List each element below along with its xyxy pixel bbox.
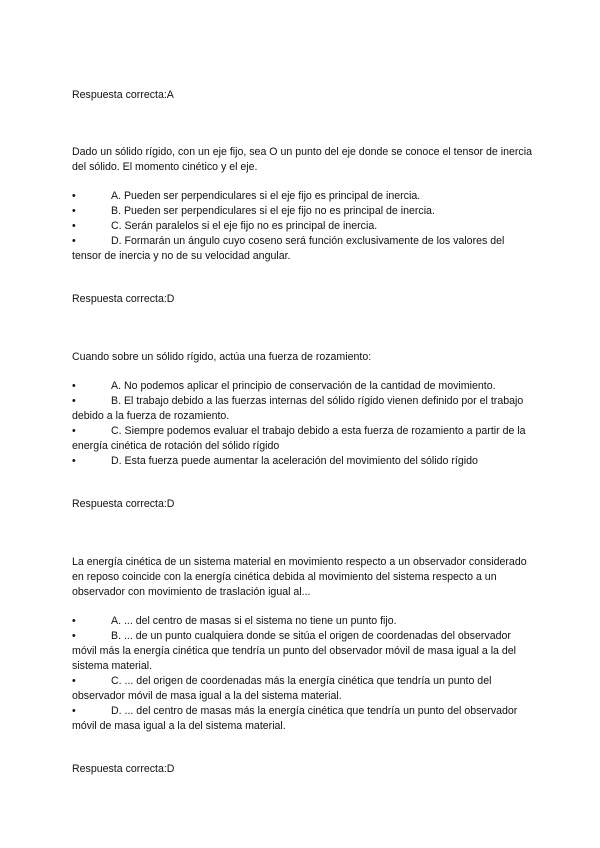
option-text: B. Pueden ser perpendiculares si el eje fijo no es principal de inercia. <box>111 205 435 217</box>
bullet-icon: • <box>72 630 76 642</box>
option-text: B. El trabajo debido a las fuerzas internas del sólido rígido vienen definido por el trabajo debido a la fuerza de rozamiento. <box>72 395 524 422</box>
answer-line: Respuesta correcta:D <box>72 498 175 510</box>
option-text: A. ... del centro de masas si el sistema no tiene un punto fijo. <box>111 615 397 627</box>
bullet-icon: • <box>72 455 76 467</box>
bullet-icon: • <box>72 380 76 392</box>
bullet-icon: • <box>72 615 76 627</box>
option-item <box>72 454 532 469</box>
answer-line: Respuesta correcta:A <box>72 89 174 101</box>
option-item <box>72 219 532 234</box>
bullet-icon: • <box>72 395 76 407</box>
option-item <box>72 704 532 734</box>
question-text: Dado un sólido rígido, con un eje fijo, sea O un punto del eje donde se conoce el tensor de inercia del sólido. El momento cinético y el eje. <box>72 146 532 173</box>
bullet-icon: • <box>72 675 76 687</box>
bullet-icon: • <box>72 705 76 717</box>
option-item <box>72 204 532 219</box>
bullet-icon: • <box>72 425 76 437</box>
option-text: A. No podemos aplicar el principio de conservación de la cantidad de movimiento. <box>111 380 496 392</box>
option-item <box>72 614 532 629</box>
option-item <box>72 394 532 424</box>
option-item <box>72 234 532 264</box>
option-item <box>72 189 532 204</box>
question-text: La energía cinética de un sistema material en movimiento respecto a un observador considerado en reposo coincide con la energía cinética debida al movimiento del sistema respecto a un observador con movimiento de traslación igual al... <box>72 556 527 598</box>
bullet-icon: • <box>72 190 76 202</box>
option-text: D. ... del centro de masas más la energía cinética que tendría un punto del observador móvil de masa igual a la del sistema material. <box>72 705 518 732</box>
options-list <box>72 189 532 264</box>
bullet-icon: • <box>72 220 76 232</box>
option-item <box>72 424 532 454</box>
bullet-icon: • <box>72 235 76 247</box>
option-text: C. Serán paralelos si el eje fijo no es principal de inercia. <box>111 220 378 232</box>
option-item <box>72 379 532 394</box>
option-item <box>72 674 532 704</box>
answer-line: Respuesta correcta:D <box>72 293 175 305</box>
options-list <box>72 379 532 469</box>
answer-line: Respuesta correcta:D <box>72 763 175 775</box>
question-text: Cuando sobre un sólido rígido, actúa una fuerza de rozamiento: <box>72 351 372 363</box>
option-text: D. Esta fuerza puede aumentar la aceleración del movimiento del sólido rígido <box>111 455 478 467</box>
bullet-icon: • <box>72 205 76 217</box>
options-list <box>72 614 532 734</box>
option-text: D. Formarán un ángulo cuyo coseno será función exclusivamente de los valores del tensor de inercia y no de su velocidad angular. <box>72 235 505 262</box>
option-text: B. ... de un punto cualquiera donde se sitúa el origen de coordenadas del observador móvil más la energía cinética que tendría un punto del observador móvil de masa igual a la del sistema material. <box>72 630 517 672</box>
option-text: C. Siempre podemos evaluar el trabajo debido a esta fuerza de rozamiento a partir de la energía cinética de rotación del sólido rígido <box>72 425 526 452</box>
option-text: A. Pueden ser perpendiculares si el eje fijo es principal de inercia. <box>111 190 421 202</box>
option-item <box>72 629 532 674</box>
option-text: C. ... del origen de coordenadas más la energía cinética que tendría un punto del observador móvil de masa igual a la del sistema material. <box>72 675 492 702</box>
